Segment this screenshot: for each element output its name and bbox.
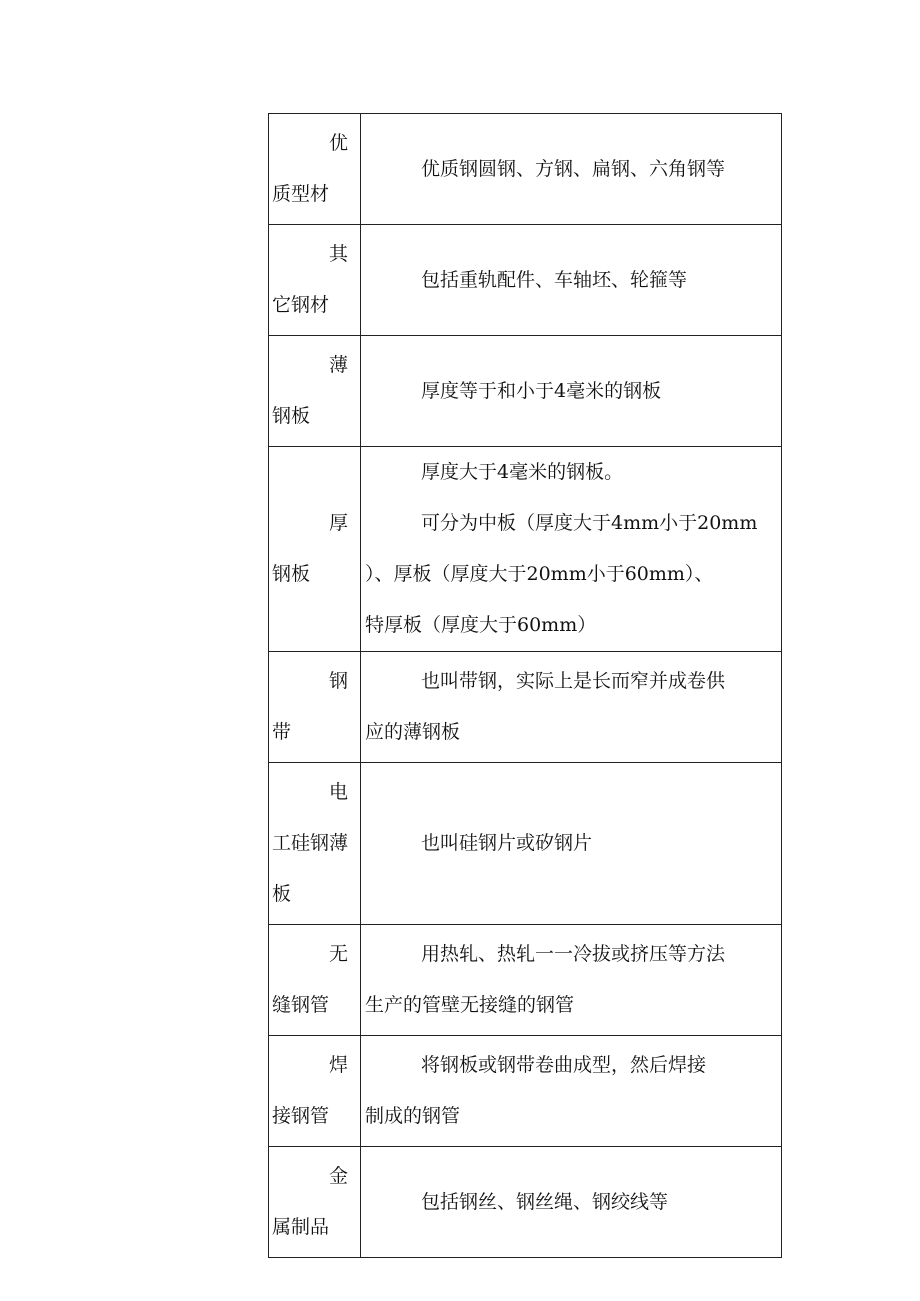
term-text: 钢板 — [272, 405, 311, 427]
description-text: ）、厚板（厚度大于20mm小于60mm）、 — [365, 563, 714, 585]
description-text: 厚度等于和小于4毫米的钢板 — [421, 379, 662, 402]
term-cell — [269, 1036, 361, 1147]
term-text: 它钢材 — [272, 294, 330, 316]
description-text: 包括钢丝、钢丝绳、钢绞线等 — [421, 1190, 669, 1213]
table-row — [269, 225, 782, 336]
term-text: 电 — [328, 781, 348, 803]
description-text: 厚度大于4毫米的钢板。 — [421, 461, 624, 483]
term-cell — [269, 652, 361, 763]
term-text: 属制品 — [272, 1216, 330, 1238]
term-cell — [269, 114, 361, 225]
description-cell — [361, 114, 782, 225]
description-cell — [361, 925, 782, 1036]
table-row — [269, 925, 782, 1036]
description-text: 生产的管壁无接缝的钢管 — [365, 994, 575, 1016]
table-row — [269, 652, 782, 763]
term-text: 金 — [328, 1165, 348, 1187]
term-text: 工硅钢薄 — [272, 832, 349, 854]
table-row — [269, 114, 782, 225]
term-cell — [269, 225, 361, 336]
table-row — [269, 1147, 782, 1258]
term-text: 优 — [328, 132, 348, 154]
term-cell — [269, 1147, 361, 1258]
description-text: 也叫带钢，实际上是长而窄并成卷供 — [421, 670, 726, 692]
table-row — [269, 1036, 782, 1147]
term-text: 厚 — [328, 512, 348, 534]
description-text: 优质钢圆钢、方钢、扁钢、六角钢等 — [421, 157, 726, 180]
description-cell — [361, 1036, 782, 1147]
steel-products-table — [268, 113, 782, 1258]
description-cell — [361, 763, 782, 925]
term-text: 钢板 — [272, 563, 311, 585]
description-text: 特厚板（厚度大于60mm） — [365, 614, 597, 636]
term-text: 钢 — [328, 670, 348, 692]
description-text: 用热轧、热轧一一冷拔或挤压等方法 — [421, 943, 726, 965]
term-cell — [269, 336, 361, 447]
description-cell — [361, 336, 782, 447]
term-text: 其 — [328, 243, 348, 265]
term-cell — [269, 447, 361, 652]
term-text: 带 — [272, 721, 292, 743]
term-text: 缝钢管 — [272, 994, 330, 1016]
term-cell — [269, 763, 361, 925]
description-text: 可分为中板（厚度大于4mm小于20mm — [421, 512, 758, 534]
term-text: 薄 — [328, 354, 348, 376]
term-text: 质型材 — [272, 183, 330, 205]
description-text: 制成的钢管 — [365, 1105, 461, 1127]
term-text: 接钢管 — [272, 1105, 330, 1127]
term-text: 无 — [328, 943, 348, 965]
term-text: 板 — [272, 883, 292, 905]
description-text: 也叫硅钢片或矽钢片 — [421, 832, 593, 854]
table-row — [269, 336, 782, 447]
description-cell — [361, 225, 782, 336]
description-cell — [361, 652, 782, 763]
table-row — [269, 763, 782, 925]
description-text: 应的薄钢板 — [365, 721, 461, 743]
table-row — [269, 447, 782, 652]
term-text: 焊 — [328, 1054, 348, 1076]
description-cell — [361, 447, 782, 652]
description-cell — [361, 1147, 782, 1258]
description-text: 将钢板或钢带卷曲成型，然后焊接 — [421, 1054, 707, 1076]
term-cell — [269, 925, 361, 1036]
description-text: 包括重轨配件、车轴坯、轮箍等 — [421, 268, 688, 291]
